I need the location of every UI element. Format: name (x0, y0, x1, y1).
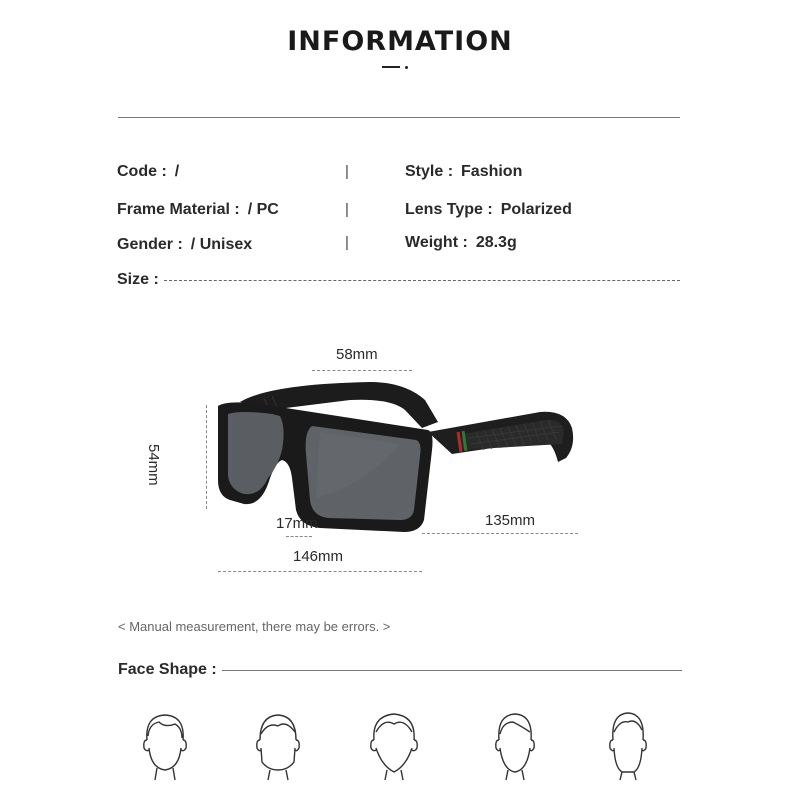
square-face-icon (248, 710, 308, 782)
face-shape-rule (222, 670, 682, 671)
temple-length-label: 135mm (485, 512, 536, 529)
lens-width-line (312, 370, 412, 371)
spec-lens-type-label: Lens Type : (405, 201, 493, 218)
spec-frame-material-label: Frame Material : (117, 201, 240, 218)
spec-separator: | (345, 234, 349, 251)
spec-frame-material-value: / PC (247, 201, 279, 218)
frame-width-line (218, 571, 422, 572)
round-face-icon (135, 710, 195, 782)
spec-weight-label: Weight : (405, 234, 468, 251)
frame-width-label: 146mm (293, 548, 344, 565)
page-title: INFORMATION (287, 26, 513, 57)
spec-style-label: Style : (405, 163, 454, 180)
spec-gender-label: Gender : (117, 236, 183, 253)
spec-frame-material (117, 201, 279, 219)
spec-code-value: / (174, 163, 180, 180)
size-dotted-rule (164, 280, 680, 281)
long-face-icon (598, 710, 658, 782)
lens-height-line (206, 405, 207, 509)
lens-height-label: 54mm (145, 444, 162, 486)
spec-weight-value: 28.3g (475, 234, 517, 251)
spec-lens-type-value: Polarized (500, 201, 572, 218)
bridge-line (286, 536, 312, 537)
title-underline (382, 66, 400, 68)
heart-face-icon (364, 710, 424, 782)
spec-code-label: Code : (117, 163, 167, 180)
spec-style (405, 163, 522, 181)
header-divider (118, 117, 680, 118)
bridge-label: 17mm (276, 515, 318, 532)
temple-length-line (422, 533, 578, 534)
spec-weight (405, 234, 517, 252)
measurement-note: < Manual measurement, there may be errors. > (118, 619, 391, 634)
spec-gender-value: / Unisex (190, 236, 253, 253)
face-shape-label: Face Shape : (118, 661, 217, 678)
spec-style-value: Fashion (461, 163, 523, 180)
lens-width-label: 58mm (336, 346, 378, 363)
spec-separator: | (345, 163, 349, 180)
spec-separator: | (345, 201, 349, 218)
size-label: Size : (117, 271, 159, 288)
title-dot (405, 66, 408, 69)
spec-gender (117, 236, 252, 254)
spec-code (117, 163, 179, 181)
oval-face-icon (485, 710, 545, 782)
spec-lens-type (405, 201, 572, 219)
